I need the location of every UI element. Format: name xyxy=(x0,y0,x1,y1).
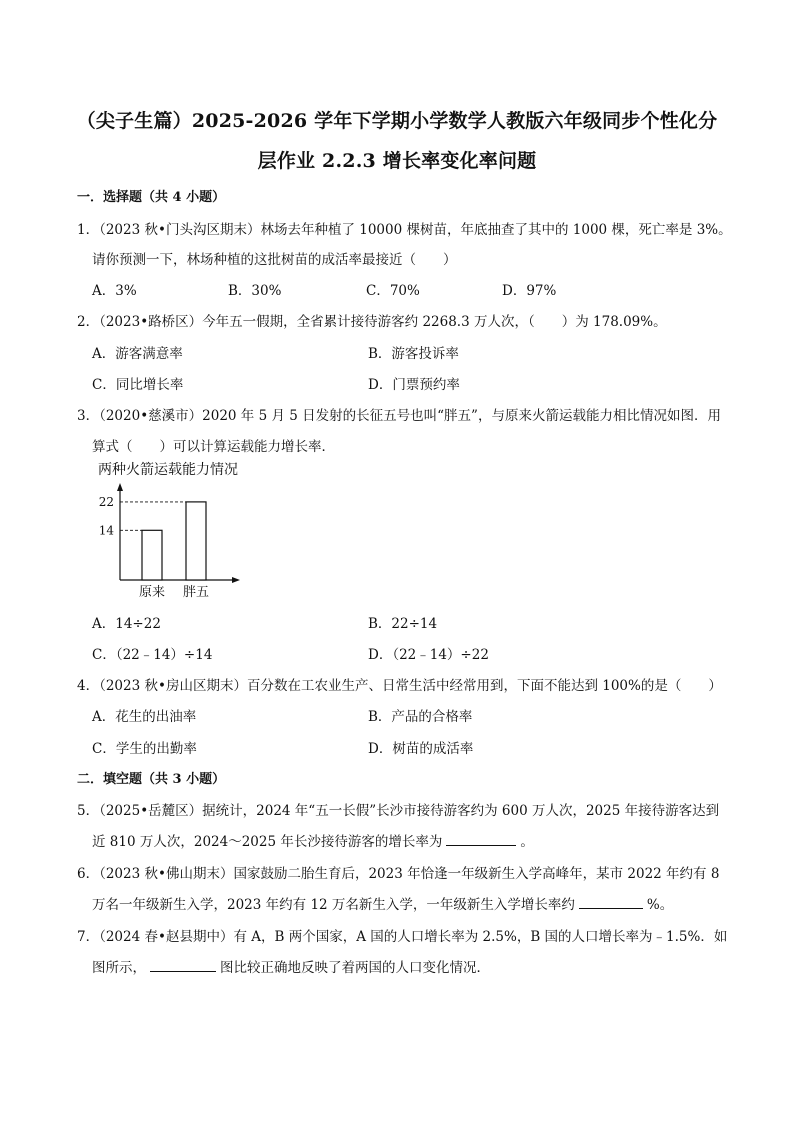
x-axis-arrow xyxy=(232,577,240,583)
q6-line1: 6．（2023 秋•佛山期末）国家鼓励二胎生育后，2023 年恰逢一年级新生入学高峰年，某市 2022 年约有 8 xyxy=(77,866,720,882)
q4-line1: 4．（2023 秋•房山区期末）百分数在工农业生产、日常生活中经常用到，下面不能达到 100%的是（ ） xyxy=(77,678,722,694)
q6-line2 xyxy=(92,893,673,913)
q1-option-a: A．3% xyxy=(92,283,137,299)
q3-line2: 算式（ ）可以计算运载能力增长率． xyxy=(92,439,335,455)
x-tick-label: 胖五 xyxy=(182,585,210,600)
q2-option-d: D．门票预约率 xyxy=(368,377,460,393)
q3-option-a: A．14÷22 xyxy=(92,616,161,632)
q1-option-b: B．30% xyxy=(228,283,282,299)
q1-line2: 请你预测一下，林场种植的这批树苗的成活率最接近（ ） xyxy=(92,252,457,268)
q7-answer-blank[interactable] xyxy=(150,957,216,972)
doc-title-line1: （尖子生篇）2025-2026 学年下学期小学数学人教版六年级同步个性化分 xyxy=(76,110,718,132)
q7-line2 xyxy=(92,956,490,976)
q3-line1: 3．（2020•慈溪市）2020 年 5 月 5 日发射的长征五号也叫“胖五”，与原来火箭运载能力相比情况如图．用 xyxy=(77,408,721,424)
q4-option-a: A．花生的出油率 xyxy=(92,709,197,725)
q4-option-c: C．学生的出勤率 xyxy=(92,741,197,757)
q6-line2-text: 万名一年级新生入学，2023 年约有 12 万名新生入学，一年级新生入学增长率约 xyxy=(92,897,575,913)
y-tick-label: 14 xyxy=(98,523,114,538)
q6-line2-end: %。 xyxy=(646,897,674,913)
bar-2 xyxy=(186,502,206,580)
chart-title: 两种火箭运载能力情况 xyxy=(98,462,238,478)
q1-option-d: D．97% xyxy=(502,283,557,299)
q2-option-a: A．游客满意率 xyxy=(92,346,183,362)
q4-option-d: D．树苗的成活率 xyxy=(368,741,474,757)
q4-option-b: B．产品的合格率 xyxy=(368,709,473,725)
q1-option-c: C．70% xyxy=(366,283,420,299)
q6-answer-blank[interactable] xyxy=(579,894,643,909)
q3-option-d: D．（22﹣14）÷22 xyxy=(368,647,489,663)
q3-option-b: B．22÷14 xyxy=(368,616,438,632)
section-fill-heading: 二．填空题（共 3 小题） xyxy=(77,772,226,787)
bar-1 xyxy=(142,530,162,580)
q1-line1: 1．（2023 秋•门头沟区期末）林场去年种植了 10000 棵树苗，年底抽查了其中的 1000 棵，死亡率是 3%。 xyxy=(77,222,732,238)
q2-option-c: C．同比增长率 xyxy=(92,377,184,393)
doc-title-line2: 层作业 2.2.3 增长率变化率问题 xyxy=(257,150,537,172)
q5-line2-text: 近 810 万人次，2024～2025 年长沙接待游客的增长率为 xyxy=(92,834,443,850)
q5-answer-blank[interactable] xyxy=(446,831,516,846)
y-tick-label: 22 xyxy=(98,494,114,509)
q7-line2-end: 图比较正确地反映了着两国的人口变化情况． xyxy=(220,960,490,976)
q3-option-c: C．（22﹣14）÷14 xyxy=(92,647,213,663)
q7-line1: 7．（2024 春•赵县期中）有 A，B 两个国家，A 国的人口增长率为 2.5%，B 国的人口增长率为﹣1.5%．如 xyxy=(77,929,728,945)
y-axis-arrow xyxy=(117,483,123,491)
q2-line1: 2．（2023•路桥区）今年五一假期，全省累计接待游客约 2268.3 万人次，（ ）为 178.09%。 xyxy=(77,314,667,330)
q7-line2-text: 图所示， xyxy=(92,960,146,976)
x-tick-label: 原来 xyxy=(138,585,166,600)
section-choice-heading: 一．选择题（共 4 小题） xyxy=(77,190,226,205)
q5-line2 xyxy=(92,830,534,850)
q2-option-b: B．游客投诉率 xyxy=(368,346,459,362)
rocket-capacity-bar-chart xyxy=(90,460,260,605)
q5-line1: 5．（2025•岳麓区）据统计，2024 年“五一长假”长沙市接待游客约为 600 万人次，2025 年接待游客达到 xyxy=(77,803,720,819)
q5-line2-end: 。 xyxy=(520,834,534,850)
